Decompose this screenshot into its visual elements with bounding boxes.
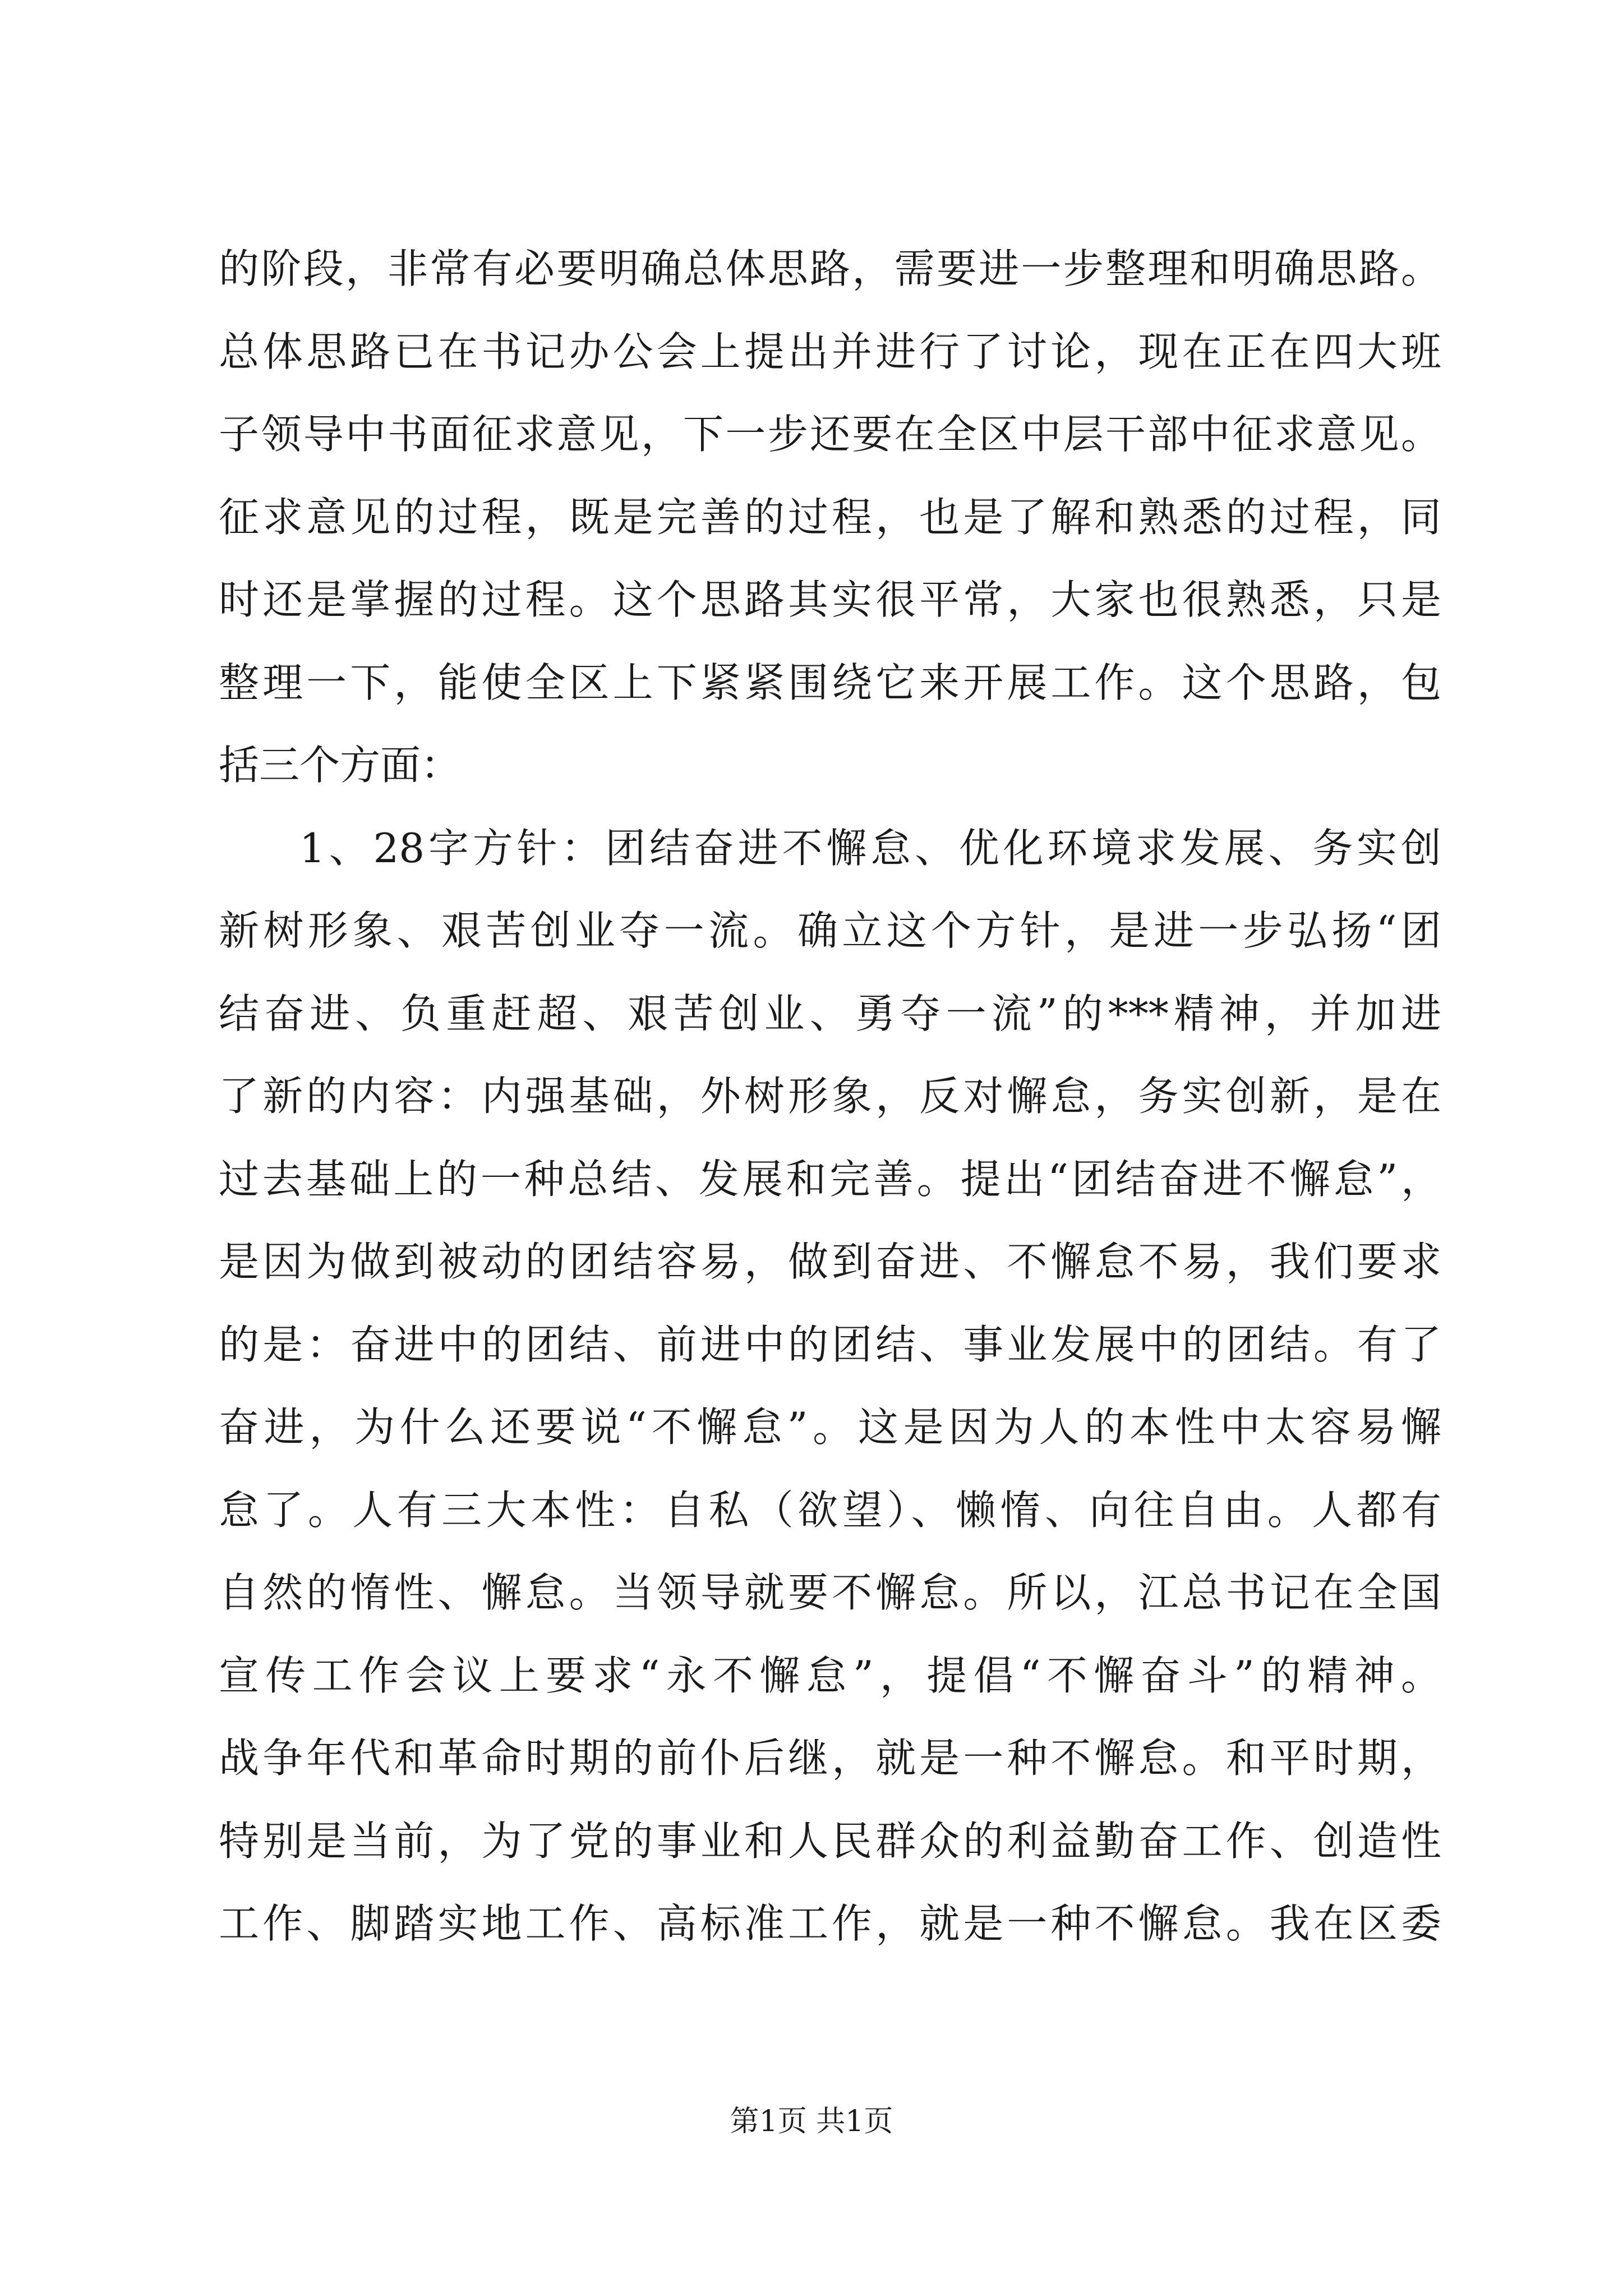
- text-line: 新树形象、艰苦创业夺一流。确立这个方针，是进一步弘扬“团: [219, 907, 1441, 954]
- text-line: 战争年代和革命时期的前仆后继，就是一种不懈怠。和平时期，: [219, 1734, 1441, 1782]
- text-line: 特别是当前，为了党的事业和人民群众的利益勤奋工作、创造性: [219, 1817, 1441, 1865]
- text-line: 自然的惰性、懈怠。当领导就要不懈怠。所以，江总书记在全国: [219, 1569, 1441, 1616]
- text-line: 结奋进、负重赶超、艰苦创业、勇夺一流”的***精神，并加进: [219, 990, 1441, 1037]
- text-line: 征求意见的过程，既是完善的过程，也是了解和熟悉的过程，同: [219, 493, 1441, 541]
- text-line: 整理一下，能使全区上下紧紧围绕它来开展工作。这个思路，包: [219, 659, 1441, 706]
- text-line: 的是：奋进中的团结、前进中的团结、事业发展中的团结。有了: [219, 1320, 1441, 1368]
- page-footer: [0, 2099, 1623, 2144]
- page-number-label: 第1页 共1页: [730, 2105, 893, 2138]
- text-line: 总体思路已在书记办公会上提出并进行了讨论，现在正在四大班: [219, 328, 1441, 375]
- text-line: 时还是掌握的过程。这个思路其实很平常，大家也很熟悉，只是: [219, 576, 1441, 623]
- text-line: 工作、脚踏实地工作、高标准工作，就是一种不懈怠。我在区委: [219, 1900, 1441, 1947]
- text-line: 怠了。人有三大本性：自私（欲望）、懒惰、向往自由。人都有: [219, 1486, 1441, 1534]
- text-line: 过去基础上的一种总结、发展和完善。提出“团结奋进不懈怠”，: [219, 1155, 1441, 1203]
- text-line: 宣传工作会议上要求“永不懈怠”，提倡“不懈奋斗”的精神。: [219, 1651, 1441, 1699]
- text-line: 子领导中书面征求意见，下一步还要在全区中层干部中征求意见。: [219, 411, 1441, 458]
- text-line: 括三个方面：: [219, 742, 462, 789]
- text-line: 奋进，为什么还要说“不懈怠”。这是因为人的本性中太容易懈: [219, 1404, 1441, 1451]
- text-line: 1、28字方针：团结奋进不懈怠、优化环境求发展、务实创: [299, 824, 1441, 872]
- body-text: [219, 228, 1441, 1966]
- text-line: 的阶段，非常有必要明确总体思路，需要进一步整理和明确思路。: [219, 245, 1441, 292]
- text-line: 是因为做到被动的团结容易，做到奋进、不懈怠不易，我们要求: [219, 1238, 1441, 1285]
- text-line: 了新的内容：内强基础，外树形象，反对懈怠，务实创新，是在: [219, 1073, 1441, 1120]
